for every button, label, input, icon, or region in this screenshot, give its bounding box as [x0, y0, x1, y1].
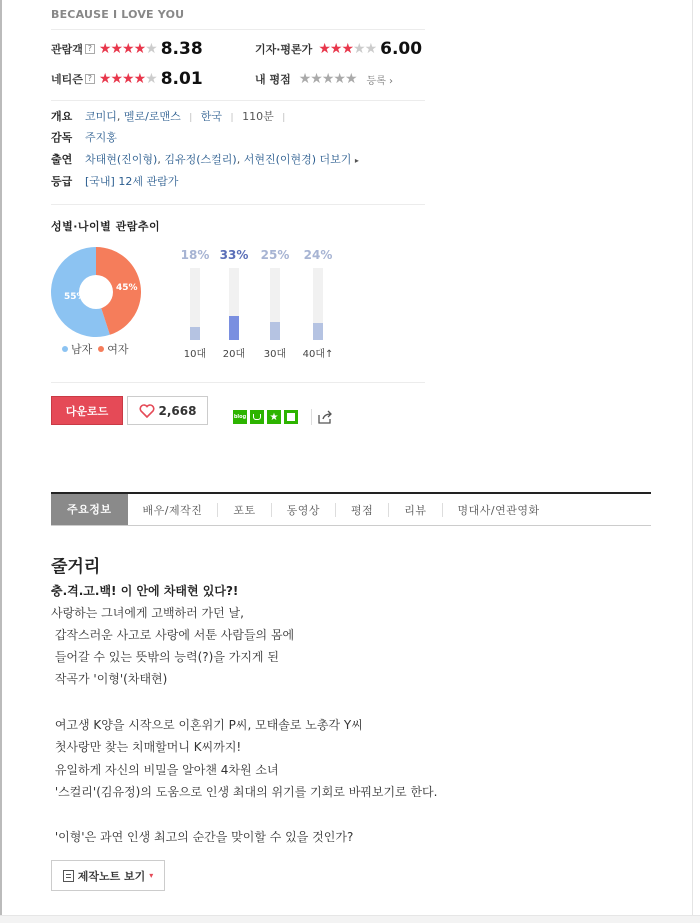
like-count: 2,668: [158, 403, 197, 418]
my-rating-label: 내 평점: [255, 73, 291, 86]
star-icon: ★: [321, 71, 334, 87]
cast-link[interactable]: 김유정(스컬리): [164, 153, 237, 166]
runtime: 110분: [242, 110, 274, 123]
star-icon: ★: [133, 71, 146, 87]
age-fill: [270, 322, 280, 340]
age-track: [270, 268, 280, 340]
netizen-rating: [51, 69, 203, 89]
male-pct-label: 55%: [64, 292, 86, 302]
country-link[interactable]: 한국: [200, 110, 223, 123]
netizen-rating-label: 네티즌: [51, 73, 83, 86]
overview-label: 개요: [51, 110, 73, 123]
my-rating: [255, 69, 393, 89]
star-icon: ★: [110, 41, 123, 57]
demographics-title: 성별·나이별 관람추이: [51, 220, 161, 233]
heart-icon: [139, 404, 155, 418]
star-icon: ★: [344, 71, 357, 87]
age-label: 30대: [263, 349, 287, 360]
cast-link[interactable]: 차태현(진이형): [85, 153, 158, 166]
age-track: [229, 268, 239, 340]
age-bar-20s: [214, 248, 254, 360]
register-rating-label: 등록: [366, 75, 386, 87]
age-label: 10대: [183, 349, 207, 360]
comma: ,: [116, 110, 124, 123]
male-dot-icon: [62, 346, 68, 352]
age-pct: 33%: [219, 248, 249, 262]
star-icon: ★: [333, 71, 345, 87]
divider: [51, 204, 425, 205]
star-icon: ★: [98, 41, 111, 57]
director-link[interactable]: 주지홍: [85, 131, 117, 144]
bottom-band: [0, 915, 700, 923]
tab-video[interactable]: 동영상: [271, 503, 335, 517]
critics-stars: [318, 41, 376, 57]
plot-heading: 줄거리: [51, 557, 101, 577]
director-label: 감독: [51, 131, 73, 144]
plot-line: 작곡가 '이형'(차태현): [51, 672, 168, 686]
star-icon: ★: [318, 41, 330, 57]
share-separator: [311, 409, 312, 425]
tab-photo[interactable]: 포토: [217, 503, 270, 517]
age-fill: [229, 316, 239, 340]
plot-headline: 충.격.고.백! 이 안에 차태현 있다?!: [51, 584, 239, 598]
right-border: [692, 0, 693, 923]
caret-down-icon: ▾: [149, 871, 154, 880]
star-icon: ★: [122, 71, 134, 87]
blog-icon[interactable]: blog: [233, 410, 247, 424]
cup-shape: [253, 414, 261, 420]
gender-legend: [62, 341, 129, 357]
female-pct-label: 45%: [116, 283, 138, 293]
square-shape: [287, 413, 295, 421]
age-bar-30s: [255, 248, 295, 360]
critics-score: 6.00: [380, 39, 423, 59]
separator: |: [282, 113, 286, 123]
age-pct: 24%: [303, 248, 333, 262]
divider: [51, 382, 425, 383]
netizen-score: 8.01: [160, 69, 203, 89]
plot-line: 여고생 K양을 시작으로 이혼위기 P씨, 모태솔로 노총각 Y씨: [51, 718, 363, 732]
star-icon: ★: [364, 41, 377, 57]
star-icon: ★: [98, 71, 111, 87]
divider: [51, 29, 425, 30]
left-border: [0, 0, 2, 923]
separator: |: [230, 113, 234, 123]
tab-cast-crew[interactable]: 배우/제작진: [142, 503, 203, 517]
star-icon: ★: [353, 41, 365, 57]
age-label: 20대: [222, 349, 246, 360]
star-icon: ★: [341, 41, 353, 57]
share-icons: [233, 410, 298, 424]
cast-more-link[interactable]: 더보기: [319, 153, 352, 166]
plot-line: 사랑하는 그녀에게 고백하러 가던 날,: [51, 606, 244, 620]
help-icon[interactable]: ?: [85, 74, 95, 84]
share-icon[interactable]: [318, 410, 334, 424]
cafe-icon[interactable]: [250, 410, 264, 424]
star-icon: ★: [329, 41, 342, 57]
age-pct: 25%: [260, 248, 290, 262]
cast-label: 출연: [51, 153, 73, 166]
comma: ,: [236, 153, 244, 166]
like-button[interactable]: [127, 396, 208, 425]
tab-main-info[interactable]: 주요정보: [51, 494, 128, 525]
critics-rating: [255, 39, 422, 59]
director-row: [51, 129, 117, 145]
grade-row: [51, 173, 178, 189]
cast-link[interactable]: 서현진(이현경): [243, 153, 317, 166]
grade-label: 등급: [51, 175, 73, 188]
audience-score: 8.38: [160, 39, 203, 59]
age-bar-10s: [175, 248, 215, 360]
plot-line: '스컬리'(김유정)의 도움으로 인생 최대의 위기를 기회로 바꿔보기로 한다.: [51, 785, 438, 799]
age-pct: 18%: [180, 248, 210, 262]
genre-link[interactable]: 멜로/로맨스: [123, 110, 181, 123]
netizen-stars: [99, 71, 157, 87]
legend-male: [62, 341, 92, 357]
age-fill: [313, 323, 323, 340]
female-dot-icon: [98, 346, 104, 352]
age-label: 40대↑: [302, 349, 334, 360]
legend-female-label: 여자: [107, 343, 129, 356]
overview-row: [51, 108, 290, 124]
square-icon[interactable]: [284, 410, 298, 424]
tab-ratings[interactable]: 평점: [335, 503, 388, 517]
star-icon: ★: [122, 41, 134, 57]
chevron-right-icon: ›: [389, 75, 394, 87]
divider: [51, 100, 425, 101]
audience-rating-label: 관람객: [51, 43, 83, 56]
plot-line: 유일하게 자신의 비밀을 알아챈 4차원 소녀: [51, 763, 279, 777]
help-icon[interactable]: ?: [85, 44, 95, 54]
star-icon: ★: [110, 71, 123, 87]
age-fill: [190, 327, 200, 340]
age-track: [313, 268, 323, 340]
tab-reviews[interactable]: 리뷰: [388, 503, 441, 517]
audience-rating: [51, 39, 203, 59]
plot-line: 갑작스러운 사고로 사랑에 서툰 사람들의 몸에: [51, 628, 295, 642]
star-icon: ★: [145, 71, 157, 87]
movie-title-en: BECAUSE I LOVE YOU: [51, 8, 185, 21]
legend-female: [98, 341, 128, 357]
document-icon: [63, 870, 74, 882]
register-rating-link[interactable]: [367, 72, 394, 87]
plot-line: 들어갈 수 있는 뜻밖의 능력(?)을 가지게 된: [51, 650, 279, 664]
star-icon: ★: [310, 71, 322, 87]
production-note-label: 제작노트 보기: [77, 869, 146, 883]
comma: ,: [157, 153, 165, 166]
legend-male-label: 남자: [71, 343, 93, 356]
tab-quotes-related[interactable]: 명대사/연관영화: [442, 503, 555, 517]
star-icon: ★: [133, 41, 146, 57]
my-rating-stars[interactable]: [299, 71, 357, 87]
audience-stars: [99, 41, 157, 57]
cast-row: [51, 151, 359, 167]
star-bookmark-icon[interactable]: ★: [267, 410, 281, 424]
star-icon: ★: [298, 71, 311, 87]
gender-pie-chart: [51, 247, 141, 337]
caret-right-icon: ▸: [354, 156, 359, 165]
separator: |: [189, 113, 193, 123]
age-bar-40s-plus: [298, 248, 338, 360]
age-track: [190, 268, 200, 340]
genre-link[interactable]: 코미디: [85, 110, 117, 123]
plot-line: '이형'은 과연 인생 최고의 순간을 맞이할 수 있을 것인가?: [51, 830, 354, 844]
critics-rating-label: 기자·평론가: [255, 43, 313, 56]
plot-line: 첫사랑만 찾는 치매할머니 K씨까지!: [51, 740, 242, 754]
download-button[interactable]: 다운로드: [51, 396, 123, 425]
star-icon: ★: [145, 41, 157, 57]
grade-link[interactable]: [국내] 12세 관람가: [85, 175, 179, 188]
tab-bar: [51, 492, 651, 526]
production-note-button[interactable]: [51, 860, 165, 891]
